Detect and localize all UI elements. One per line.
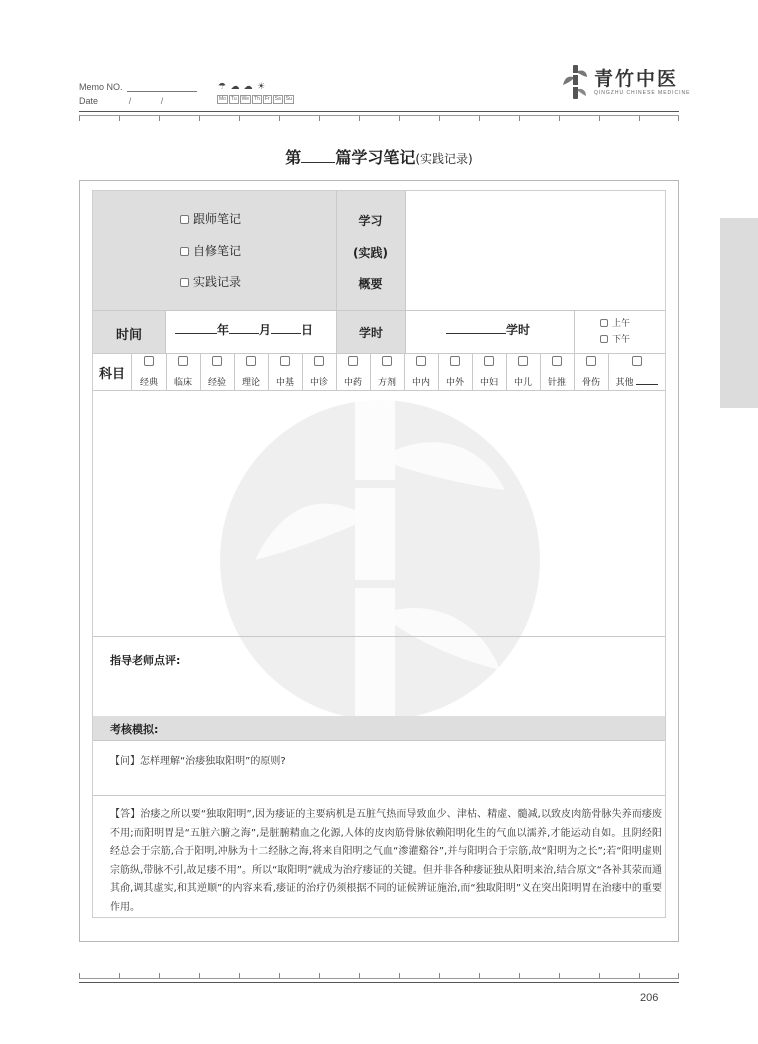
sun-icon[interactable]: ☀	[256, 82, 266, 92]
subject-option[interactable]: 中儿	[506, 353, 540, 390]
page-title	[0, 145, 758, 168]
checkbox[interactable]	[180, 278, 189, 287]
weekday-mo[interactable]: Mo	[219, 96, 226, 102]
subject-option[interactable]: 中内	[404, 353, 438, 390]
subject-option[interactable]: 临床	[166, 353, 200, 390]
page-number: 206	[640, 992, 659, 1004]
weekday-th[interactable]: Th	[254, 96, 260, 102]
summary-label-1: 学习	[358, 214, 383, 228]
notes-area[interactable]	[93, 391, 665, 636]
memo-row	[79, 80, 197, 94]
weekday-boxes	[217, 95, 294, 104]
checkbox[interactable]	[180, 215, 189, 224]
note-type-option[interactable]: 实践记录	[180, 275, 241, 289]
date-row	[79, 94, 197, 108]
exam-label: 考核模拟:	[110, 723, 159, 736]
footer-rule	[79, 982, 679, 983]
chapter-number-field[interactable]	[301, 149, 335, 163]
cloud-icon[interactable]: ☁	[243, 82, 253, 92]
question-text: 【问】怎样理解“治痿独取阳明”的原则?	[110, 756, 286, 767]
subject-option[interactable]: 经典	[132, 353, 166, 390]
date-slash: /	[160, 96, 164, 106]
checkbox[interactable]	[600, 319, 608, 327]
time-label: 时间	[115, 328, 142, 343]
memo-number-field[interactable]	[127, 83, 197, 92]
header-ticks	[79, 116, 679, 121]
subject-option[interactable]: 中外	[438, 353, 472, 390]
memo-date-block	[79, 80, 197, 108]
subject-option[interactable]: 方剂	[370, 353, 404, 390]
subject-option[interactable]: 中妇	[472, 353, 506, 390]
footer-rule-thin	[79, 978, 679, 979]
brand-name: 青竹中医	[594, 68, 679, 90]
summary-label-2: (实践)	[353, 246, 388, 260]
subject-option[interactable]: 针推	[540, 353, 574, 390]
hours-label: 学时	[358, 326, 383, 340]
answer-text: 【答】治痿之所以要“独取阳明”,因为痿证的主要病机是五脏气热而导致血少、津枯、精虚、髓减,以致皮肉筋骨脉失养而痿废不用;而阳明胃是“五脏六腑之海”,是脏腑精血之化源,人体的皮肉筋骨脉依赖阳明化生的气血以濡养,才能运动自如。且阴经阳经总会于宗筋,合于阳明,冲脉为十二经脉之海,将来自阳明之气血“渗灌谿谷”,并与阳明合于宗筋,故“阳明为之长”;若“阳明虚则宗筋纵,带脉不引,故足痿不用”。所以“取阳明”就成为治疗痿证的关键。但并非各种痿证独从阳明来治,结合原文“各补其荥而通其俞,调其虚实,和其逆顺”的内容来看,痿证的治疗仍须根据不同的证候辨证施治,而“独取阳明”义在突出阳明胃在治痿中的重要作用。	[110, 809, 662, 913]
weekday-tu[interactable]: Tu	[230, 96, 237, 102]
summary-label-3: 概要	[358, 277, 383, 291]
subject-option[interactable]: 理论	[234, 353, 268, 390]
weather-icons	[217, 80, 294, 92]
title-suffix: 篇学习笔记	[335, 148, 416, 167]
am-option[interactable]: 上午	[600, 316, 630, 332]
header-rule	[79, 111, 679, 112]
side-tab	[720, 218, 758, 408]
teacher-comment-field[interactable]	[93, 670, 665, 716]
checkbox[interactable]	[180, 247, 189, 256]
weekday-we[interactable]: We	[241, 96, 250, 102]
hours-fill-field[interactable]: 学时	[446, 321, 530, 338]
bamboo-logo-icon	[562, 63, 588, 101]
exam-band	[93, 716, 665, 740]
pm-option[interactable]: 下午	[600, 332, 630, 348]
memo-label: Memo NO.	[79, 82, 123, 92]
weekday-fr[interactable]: Fr	[264, 96, 270, 102]
am-pm-selector	[600, 316, 630, 348]
title-prefix: 第	[285, 148, 302, 167]
title-sub: (实践记录)	[415, 152, 473, 166]
note-type-option[interactable]: 自修笔记	[180, 244, 241, 258]
brand-subtitle: QINGZHU CHINESE MEDICINE	[594, 90, 691, 96]
subject-option[interactable]: 骨伤	[574, 353, 608, 390]
date-label: Date	[79, 96, 99, 106]
subject-option[interactable]: 经验	[200, 353, 234, 390]
brand-logo	[562, 63, 691, 101]
summary-field[interactable]	[406, 191, 665, 310]
date-slash: /	[128, 96, 132, 106]
subject-label: 科目	[98, 367, 125, 382]
subject-option-other[interactable]: 其他	[608, 353, 665, 390]
rain-icon[interactable]: ☂	[217, 82, 227, 92]
teacher-comment-label: 指导老师点评:	[110, 654, 181, 667]
cloud-rain-icon[interactable]: ☁	[230, 82, 240, 92]
subject-option[interactable]: 中基	[268, 353, 302, 390]
date-fill-field[interactable]: 年 月 日	[175, 321, 313, 338]
weather-weekday-selector	[217, 80, 294, 104]
subject-option[interactable]: 中诊	[302, 353, 336, 390]
subject-option[interactable]: 中药	[336, 353, 370, 390]
weekday-su[interactable]: Su	[285, 96, 292, 102]
weekday-sa[interactable]: Sa	[274, 96, 281, 102]
checkbox[interactable]	[600, 335, 608, 343]
note-type-option[interactable]: 跟师笔记	[180, 212, 241, 226]
